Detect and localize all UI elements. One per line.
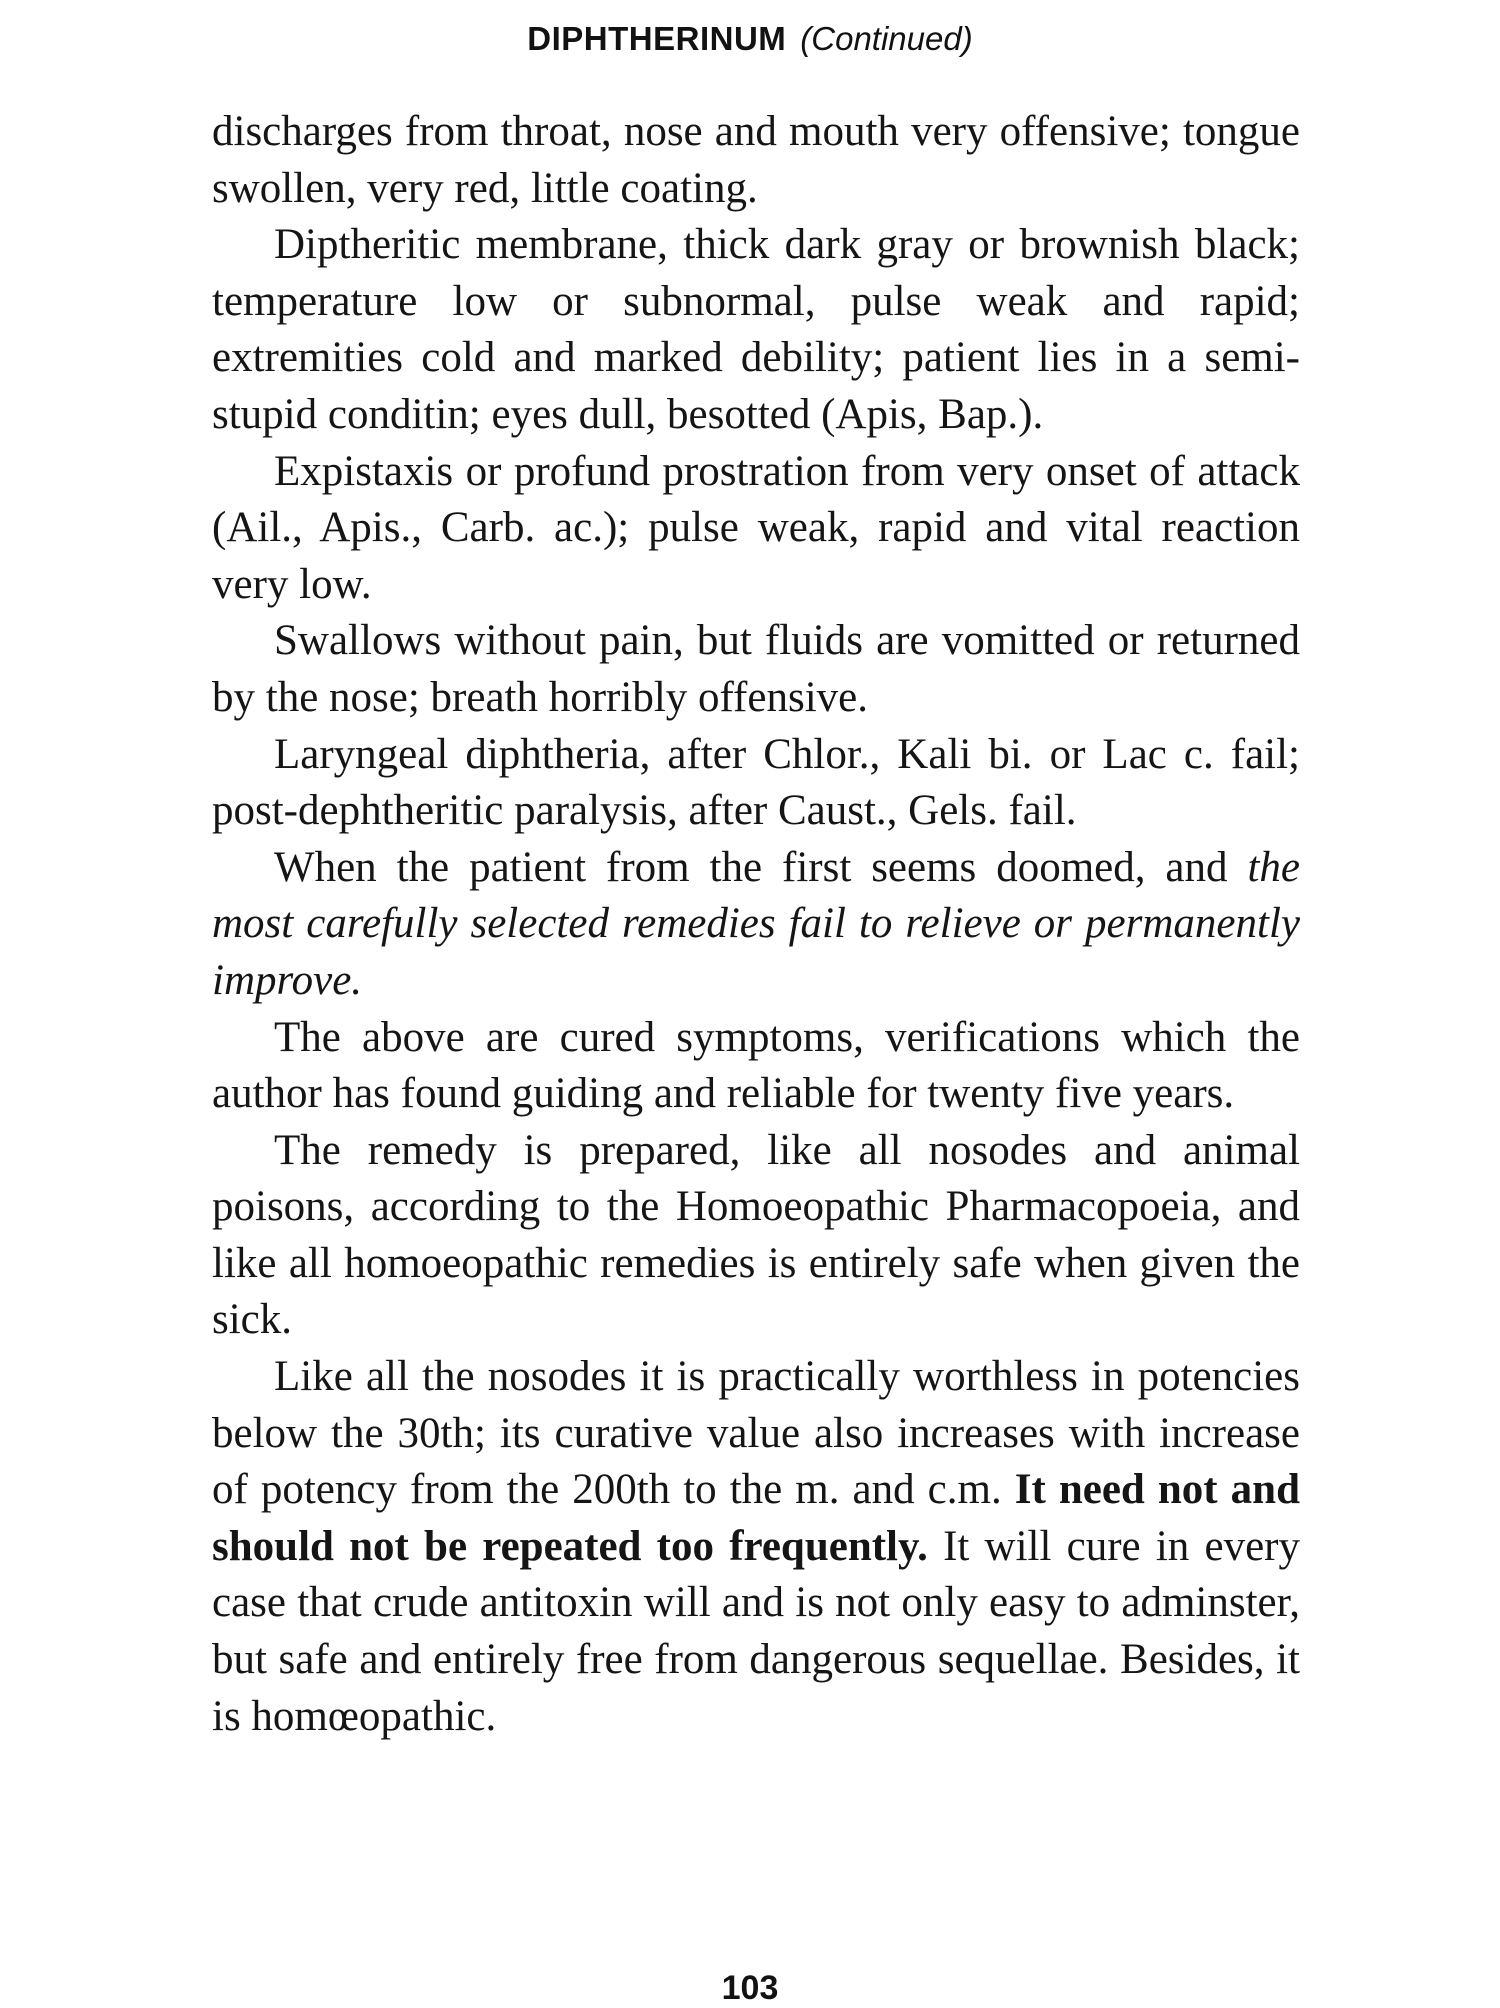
page-number: 103 <box>721 1969 779 2007</box>
paragraph-potency-bold: It need not and should not be repeated too frequently. <box>212 1466 1300 1570</box>
paragraph-epistaxis: Expistaxis or profund prostration from very onset of attack (Ail., Apis., Carb. ac.); pulse weak, rapid and vital reaction very low. <box>212 447 1300 608</box>
paragraph-doomed-italic: the most carefully selected remedies fail to relieve or permanently improve. <box>212 843 1300 1004</box>
paragraph-swallows: Swallows without pain, but fluids are vomitted or returned by the nose; breath horribly offensive. <box>212 617 1300 721</box>
running-head-title: DIPHTHERINUM <box>527 20 787 57</box>
body-text <box>212 104 1300 1745</box>
running-head <box>0 14 1500 64</box>
paragraph-membrane: Diptheritic membrane, thick dark gray or brownish black; temperature low or subnormal, pulse weak and rapid; extremities cold and marked debility; patient lies in a semi-stupid conditin; eyes dull, besotted (Apis, Bap.). <box>212 221 1300 438</box>
paragraph-cured-symptoms: The above are cured symptoms, verifications which the author has found guiding and reliable for twenty five years. <box>212 1013 1300 1118</box>
paragraph-doomed <box>212 840 1300 1010</box>
paragraph-potency-text: Like all the nosodes it is practically worthless in potencies below the 30th; its curative value also increases with increase of potency from the 200th to the m. and c.m. <box>212 1353 1300 1514</box>
paragraph-potency-text-end: It will cure in every case that crude antitoxin will and is not only easy to adminster, but safe and entirely free from dangerous sequellae. Besides, it is homœopathic. <box>212 1522 1300 1740</box>
paragraph-preparation: The remedy is prepared, like all nosodes and animal poisons, according to the Homoeopathic Pharmacopoeia, and like all homoeopathic remedies is entirely safe when given the sick. <box>212 1126 1300 1344</box>
paragraph-potency <box>212 1349 1300 1745</box>
running-head-subtitle: (Continued) <box>800 20 973 57</box>
paragraph-doomed-text: When the patient from the first seems doomed, and <box>274 843 1248 891</box>
paragraph-continuation: discharges from throat, nose and mouth very offensive; tongue swollen, very red, little coating. <box>212 108 1300 212</box>
paragraph-laryngeal: Laryngeal diphtheria, after Chlor., Kali bi. or Lac c. fail; post-dephtheritic paralysis, after Caust., Gels. fail. <box>212 730 1300 835</box>
